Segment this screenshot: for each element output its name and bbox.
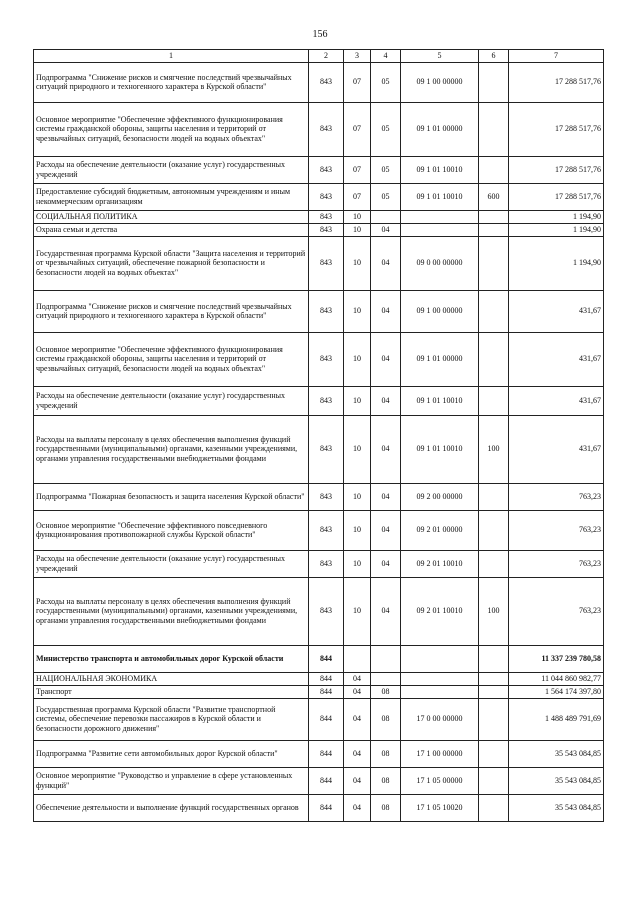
table-row	[34, 210, 604, 223]
section-code: 10	[344, 415, 371, 483]
amount: 431,67	[509, 290, 604, 332]
expense-type-code	[479, 685, 509, 698]
row-name: Предоставление субсидий бюджетным, автономным учреждениям и иным некоммерческим организациям	[34, 183, 309, 210]
target-article-code: 09 1 01 10010	[401, 386, 479, 415]
section-code: 04	[344, 672, 371, 685]
row-name: Охрана семьи и детства	[34, 223, 309, 236]
column-header: 5	[401, 50, 479, 63]
ved-code: 843	[309, 577, 344, 645]
row-name: Расходы на обеспечение деятельности (оказание услуг) государственных учреждений	[34, 156, 309, 183]
expense-type-code	[479, 767, 509, 794]
expense-type-code	[479, 223, 509, 236]
ved-code: 843	[309, 386, 344, 415]
amount: 431,67	[509, 386, 604, 415]
ved-code: 843	[309, 510, 344, 550]
section-code: 04	[344, 698, 371, 740]
row-name: Подпрограмма "Развитие сети автомобильных дорог Курской области"	[34, 740, 309, 767]
ved-code: 843	[309, 415, 344, 483]
section-code: 07	[344, 183, 371, 210]
target-article-code	[401, 223, 479, 236]
section-code: 10	[344, 223, 371, 236]
subsection-code: 08	[371, 685, 401, 698]
ved-code: 844	[309, 685, 344, 698]
amount: 35 543 084,85	[509, 740, 604, 767]
expense-type-code	[479, 550, 509, 577]
table-row	[34, 767, 604, 794]
target-article-code	[401, 685, 479, 698]
ved-code: 844	[309, 698, 344, 740]
ved-code: 843	[309, 210, 344, 223]
section-code: 10	[344, 577, 371, 645]
table-row	[34, 698, 604, 740]
subsection-code: 04	[371, 223, 401, 236]
target-article-code: 17 1 05 00000	[401, 767, 479, 794]
table-row	[34, 386, 604, 415]
amount: 763,23	[509, 510, 604, 550]
expense-type-code	[479, 386, 509, 415]
section-code: 07	[344, 156, 371, 183]
target-article-code: 09 2 01 10010	[401, 577, 479, 645]
row-name: Транспорт	[34, 685, 309, 698]
table-row	[34, 223, 604, 236]
row-name: СОЦИАЛЬНАЯ ПОЛИТИКА	[34, 210, 309, 223]
target-article-code: 09 0 00 00000	[401, 236, 479, 290]
amount: 35 543 084,85	[509, 767, 604, 794]
amount: 431,67	[509, 415, 604, 483]
section-code: 10	[344, 550, 371, 577]
table-row	[34, 685, 604, 698]
expense-type-code: 100	[479, 415, 509, 483]
column-header: 1	[34, 50, 309, 63]
ved-code: 843	[309, 236, 344, 290]
expense-type-code	[479, 102, 509, 156]
row-name: Основное мероприятие "Обеспечение эффективного функционирования системы гражданской обороны, защиты населения и территорий от чрезвычайных ситуаций, безопасности людей на водных объектах"	[34, 102, 309, 156]
target-article-code: 09 1 01 00000	[401, 102, 479, 156]
ved-code: 844	[309, 645, 344, 672]
row-name: Подпрограмма "Снижение рисков и смягчение последствий чрезвычайных ситуаций природного и техногенного характера в Курской области"	[34, 290, 309, 332]
expense-type-code	[479, 483, 509, 510]
amount: 11 337 239 780,58	[509, 645, 604, 672]
page-number: 156	[312, 29, 328, 40]
table-row	[34, 290, 604, 332]
amount: 763,23	[509, 550, 604, 577]
ved-code: 844	[309, 767, 344, 794]
ved-code: 843	[309, 102, 344, 156]
target-article-code: 09 2 01 10010	[401, 550, 479, 577]
subsection-code: 08	[371, 740, 401, 767]
target-article-code: 09 2 01 00000	[401, 510, 479, 550]
target-article-code: 17 0 00 00000	[401, 698, 479, 740]
section-code: 04	[344, 767, 371, 794]
table-body	[34, 62, 604, 821]
expense-type-code	[479, 210, 509, 223]
amount: 1 194,90	[509, 210, 604, 223]
amount: 17 288 517,76	[509, 102, 604, 156]
target-article-code: 09 1 01 10010	[401, 183, 479, 210]
table-row	[34, 415, 604, 483]
ved-code: 843	[309, 183, 344, 210]
table-row	[34, 156, 604, 183]
section-code: 10	[344, 332, 371, 386]
expense-type-code	[479, 740, 509, 767]
row-name: Основное мероприятие "Обеспечение эффективного повседневного функционирования противопожарной службы Курской области"	[34, 510, 309, 550]
row-name: Расходы на обеспечение деятельности (оказание услуг) государственных учреждений	[34, 386, 309, 415]
section-code: 10	[344, 290, 371, 332]
target-article-code: 09 1 00 00000	[401, 62, 479, 102]
target-article-code	[401, 210, 479, 223]
section-code: 10	[344, 483, 371, 510]
amount: 763,23	[509, 577, 604, 645]
column-header: 2	[309, 50, 344, 63]
expense-type-code	[479, 236, 509, 290]
subsection-code: 08	[371, 698, 401, 740]
column-header: 3	[344, 50, 371, 63]
expense-type-code: 100	[479, 577, 509, 645]
row-name: Расходы на выплаты персоналу в целях обеспечения выполнения функций государственными (муниципальными) органами, казенными учреждениями, органами управления государственными внебюджетными фондами	[34, 415, 309, 483]
expense-type-code	[479, 698, 509, 740]
subsection-code: 04	[371, 550, 401, 577]
target-article-code: 09 1 01 10010	[401, 415, 479, 483]
ved-code: 843	[309, 223, 344, 236]
subsection-code: 05	[371, 102, 401, 156]
subsection-code: 04	[371, 236, 401, 290]
section-code: 10	[344, 236, 371, 290]
subsection-code: 08	[371, 794, 401, 821]
target-article-code: 09 1 01 10010	[401, 156, 479, 183]
table-row	[34, 62, 604, 102]
subsection-code: 05	[371, 183, 401, 210]
section-code: 10	[344, 386, 371, 415]
ved-code: 844	[309, 740, 344, 767]
section-code: 07	[344, 62, 371, 102]
ved-code: 843	[309, 156, 344, 183]
ved-code: 843	[309, 62, 344, 102]
section-code: 07	[344, 102, 371, 156]
section-code: 04	[344, 740, 371, 767]
amount: 1 194,90	[509, 236, 604, 290]
subsection-code: 05	[371, 62, 401, 102]
subsection-code: 04	[371, 332, 401, 386]
expense-type-code	[479, 156, 509, 183]
subsection-code: 08	[371, 767, 401, 794]
target-article-code	[401, 645, 479, 672]
row-name: Расходы на обеспечение деятельности (оказание услуг) государственных учреждений	[34, 550, 309, 577]
amount: 431,67	[509, 332, 604, 386]
subsection-code: 05	[371, 156, 401, 183]
subsection-code: 04	[371, 290, 401, 332]
row-name: Подпрограмма "Пожарная безопасность и защита населения Курской области"	[34, 483, 309, 510]
row-name: Основное мероприятие "Руководство и управление в сфере установленных функций"	[34, 767, 309, 794]
table-row	[34, 102, 604, 156]
table-row	[34, 740, 604, 767]
table-row	[34, 550, 604, 577]
target-article-code: 17 1 05 10020	[401, 794, 479, 821]
expense-type-code	[479, 332, 509, 386]
expense-type-code	[479, 510, 509, 550]
ved-code: 843	[309, 290, 344, 332]
table-row	[34, 183, 604, 210]
subsection-code	[371, 645, 401, 672]
row-name: Обеспечение деятельности и выполнение функций государственных органов	[34, 794, 309, 821]
subsection-code	[371, 672, 401, 685]
column-header: 4	[371, 50, 401, 63]
amount: 11 044 860 982,77	[509, 672, 604, 685]
column-header: 6	[479, 50, 509, 63]
row-name: Расходы на выплаты персоналу в целях обеспечения выполнения функций государственными (муниципальными) органами, казенными учреждениями, органами управления государственными внебюджетными фондами	[34, 577, 309, 645]
subsection-code: 04	[371, 415, 401, 483]
target-article-code	[401, 672, 479, 685]
amount: 17 288 517,76	[509, 62, 604, 102]
expense-type-code	[479, 290, 509, 332]
table-row	[34, 794, 604, 821]
row-name: Основное мероприятие "Обеспечение эффективного функционирования системы гражданской обороны, защиты населения и территорий от чрезвычайных ситуаций, безопасности людей на водных объектах"	[34, 332, 309, 386]
section-code: 04	[344, 794, 371, 821]
target-article-code: 09 1 00 00000	[401, 290, 479, 332]
ved-code: 844	[309, 794, 344, 821]
amount: 1 488 489 791,69	[509, 698, 604, 740]
section-code: 10	[344, 210, 371, 223]
table-row	[34, 510, 604, 550]
amount: 35 543 084,85	[509, 794, 604, 821]
section-code: 04	[344, 685, 371, 698]
expense-type-code	[479, 62, 509, 102]
table-row	[34, 672, 604, 685]
subsection-code	[371, 210, 401, 223]
budget-table	[33, 49, 604, 822]
row-name: НАЦИОНАЛЬНАЯ ЭКОНОМИКА	[34, 672, 309, 685]
ved-code: 843	[309, 550, 344, 577]
amount: 17 288 517,76	[509, 156, 604, 183]
table-row	[34, 483, 604, 510]
row-name: Подпрограмма "Снижение рисков и смягчение последствий чрезвычайных ситуаций природного и техногенного характера в Курской области"	[34, 62, 309, 102]
expense-type-code: 600	[479, 183, 509, 210]
section-code	[344, 645, 371, 672]
row-name: Министерство транспорта и автомобильных дорог Курской области	[34, 645, 309, 672]
ved-code: 844	[309, 672, 344, 685]
target-article-code: 09 2 00 00000	[401, 483, 479, 510]
subsection-code: 04	[371, 386, 401, 415]
column-header: 7	[509, 50, 604, 63]
expense-type-code	[479, 794, 509, 821]
amount: 1 564 174 397,80	[509, 685, 604, 698]
table-row	[34, 332, 604, 386]
amount: 17 288 517,76	[509, 183, 604, 210]
ved-code: 843	[309, 332, 344, 386]
amount: 763,23	[509, 483, 604, 510]
ved-code: 843	[309, 483, 344, 510]
table-row	[34, 577, 604, 645]
column-number-row	[34, 50, 604, 63]
section-code: 10	[344, 510, 371, 550]
target-article-code: 09 1 01 00000	[401, 332, 479, 386]
table-row	[34, 645, 604, 672]
table-row	[34, 236, 604, 290]
expense-type-code	[479, 645, 509, 672]
subsection-code: 04	[371, 577, 401, 645]
subsection-code: 04	[371, 483, 401, 510]
subsection-code: 04	[371, 510, 401, 550]
amount: 1 194,90	[509, 223, 604, 236]
row-name: Государственная программа Курской области "Защита населения и территорий от чрезвычайных ситуаций, обеспечение пожарной безопасности и безопасности людей на водных объектах"	[34, 236, 309, 290]
target-article-code: 17 1 00 00000	[401, 740, 479, 767]
expense-type-code	[479, 672, 509, 685]
row-name: Государственная программа Курской области "Развитие транспортной системы, обеспечение перевозки пассажиров в Курской области и безопасности дорожного движения"	[34, 698, 309, 740]
